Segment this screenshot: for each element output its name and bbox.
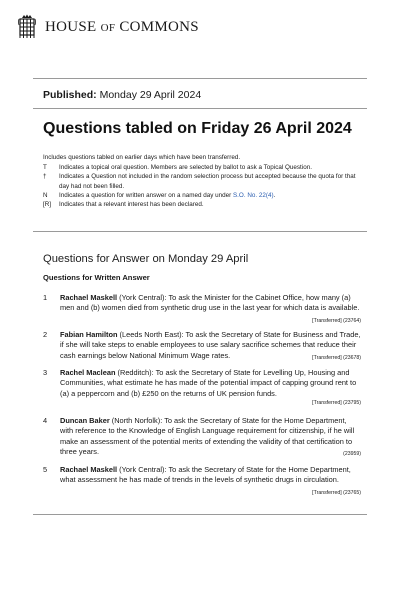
- published-label: Published:: [43, 89, 97, 101]
- house-of-commons-logo: [17, 14, 199, 40]
- legend-symbol: †: [43, 173, 47, 181]
- standing-order-link[interactable]: S.O. No. 22(4): [232, 191, 274, 199]
- question-number: 1: [43, 293, 48, 302]
- question-body: [60, 416, 361, 458]
- legend-symbol: T: [43, 164, 47, 171]
- question-number: 2: [43, 330, 48, 339]
- divider-top: [33, 78, 367, 79]
- question-constituency: (York Central):: [117, 293, 167, 302]
- house-name: [45, 19, 199, 36]
- question-item: [43, 330, 361, 361]
- house-name-part-1: HOUSE: [45, 18, 97, 35]
- question-text: To ask the Secretary of State for the Home Department, what assessment he has made of trends in the levels of synthetic drugs in circulation.: [60, 465, 351, 485]
- legend-text: Indicates that a relevant interest has been declared.: [59, 201, 204, 209]
- question-member: Fabian Hamilton: [60, 330, 118, 339]
- legend-symbol: [R]: [43, 201, 52, 209]
- question-ref: (23959): [343, 451, 361, 458]
- published-date: Monday 29 April 2024: [99, 89, 202, 101]
- question-constituency: (Leeds North East):: [117, 330, 184, 339]
- question-number: 3: [43, 368, 48, 377]
- section-title: Questions for Answer on Monday 29 April: [43, 253, 249, 265]
- legend-text: Indicates a topical oral question. Members are selected by ballot to ask a Topical Question.: [59, 164, 312, 171]
- question-item: [43, 416, 361, 458]
- legend-row: [43, 172, 363, 191]
- page-title: Questions tabled on Friday 26 April 2024: [43, 120, 352, 137]
- portcullis-icon: [17, 14, 37, 40]
- legend-text: [59, 191, 363, 200]
- subsection-title: Questions for Written Answer: [43, 273, 150, 282]
- legend-text: Indicates a Question not included in the random selection process but accepted because the quota for that day had not been filled.: [59, 173, 356, 190]
- legend-text-suffix: .: [273, 191, 276, 199]
- question-item: [43, 368, 361, 407]
- divider-legend: [33, 231, 367, 232]
- question-body: [60, 330, 361, 361]
- question-member: Rachael Maskell: [60, 293, 118, 302]
- question-member: Rachel Maclean: [60, 368, 116, 377]
- question-member: Rachael Maskell: [60, 465, 118, 474]
- question-item: [43, 465, 361, 496]
- legend-symbol: N: [43, 191, 48, 199]
- question-text: To ask the Secretary of State for Levelling Up, Housing and Communities, what estimate he has made of the potential impact of capping ground rent to (a) a peppercorn and (b) £250 on the returns of UK pension funds.: [60, 368, 357, 398]
- question-number: 5: [43, 465, 48, 474]
- intro-text: Includes questions tabled on earlier days which have been transferred.: [43, 154, 241, 161]
- question-ref: [Transferred] (23764): [312, 317, 361, 324]
- question-constituency: (North Norfolk):: [109, 416, 163, 425]
- question-body: [60, 293, 361, 324]
- divider-bottom: [33, 514, 367, 515]
- house-name-part-2: COMMONS: [119, 18, 199, 35]
- question-number: 4: [43, 416, 48, 425]
- question-text: To ask the Secretary of State for the Home Department, with reference to the Knowledge of English Language requirement for citizenship, if he will make an assessment of the potential merits of extending the validity of that certification to three years.: [60, 416, 355, 457]
- question-text: To ask the Minister for the Cabinet Office, how many (a) men and (b) women died from synthetic drug use in the last year for which data is available.: [60, 293, 360, 313]
- question-constituency: (Redditch):: [115, 368, 154, 377]
- question-ref: [Transferred] (23795): [312, 400, 361, 407]
- question-item: [43, 293, 361, 324]
- divider-published: [33, 108, 367, 109]
- question-body: [60, 465, 361, 496]
- legend-row: [43, 200, 363, 209]
- house-name-of: OF: [100, 21, 116, 34]
- legend-text-body: Indicates a question for written answer on a named day under: [59, 191, 233, 199]
- question-body: [60, 368, 361, 407]
- question-member: Duncan Baker: [60, 416, 110, 425]
- question-constituency: (York Central):: [117, 465, 167, 474]
- legend-row: [43, 191, 363, 200]
- question-ref: [Transferred] (23678): [312, 354, 361, 361]
- question-text: To ask the Secretary of State for Business and Trade, if she will take steps to enable employees to use salary sacrifice schemes that reduce their cash earnings below National Minimum Wage rates.: [60, 330, 361, 360]
- question-ref: [Transferred] (23765): [312, 489, 361, 496]
- legend: [43, 163, 363, 209]
- published-line: [43, 89, 201, 101]
- legend-row: [43, 163, 363, 172]
